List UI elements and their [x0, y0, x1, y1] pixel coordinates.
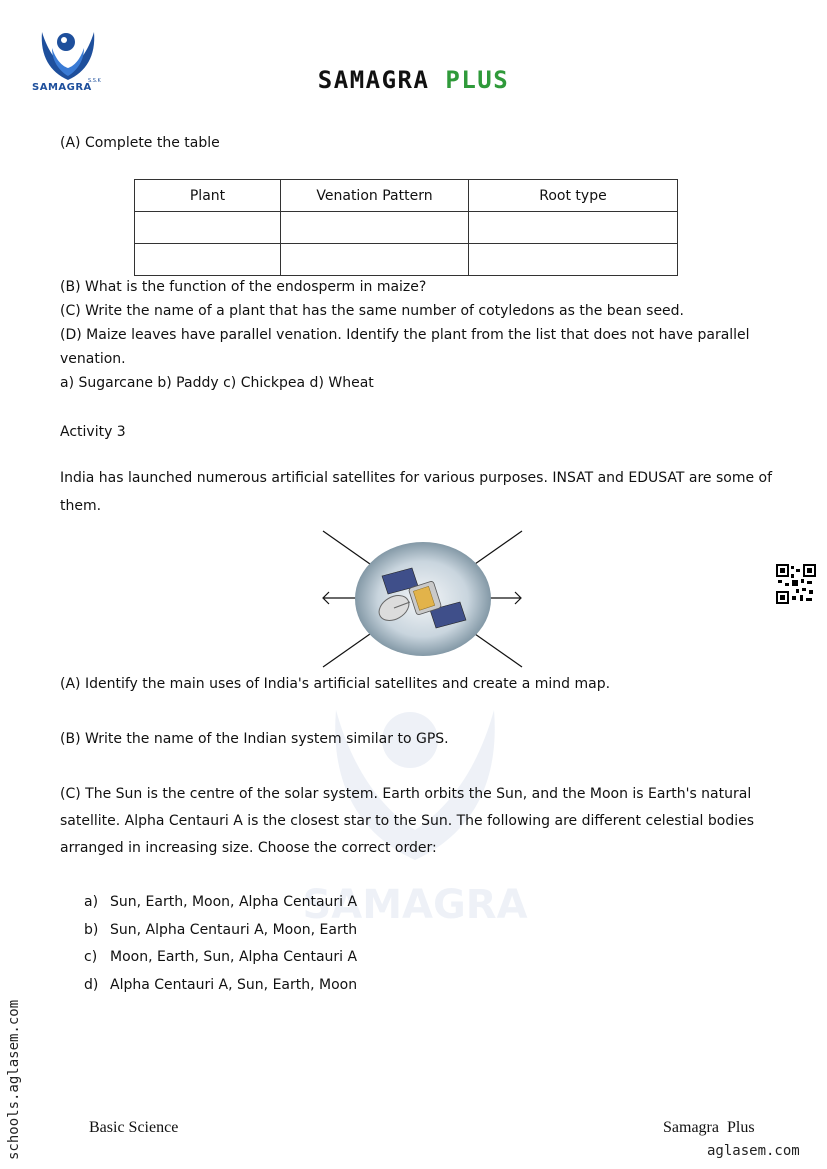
- table-cell: [135, 212, 281, 244]
- side-url: schools.aglasem.com: [6, 999, 22, 1160]
- option-d: [84, 975, 357, 995]
- option-letter: b): [84, 922, 99, 938]
- activity-3-question-b: (B) Write the name of the Indian system similar to GPS.: [60, 731, 449, 747]
- satellite-mind-map: [320, 528, 526, 670]
- option-a: [84, 892, 357, 912]
- brand-part-1: SAMAGRA: [317, 66, 430, 94]
- option-c: [84, 947, 357, 967]
- table-row: [135, 244, 678, 276]
- header-plant: Plant: [135, 180, 281, 212]
- question-c-cotyledons: (C) Write the name of a plant that has the same number of cotyledons as the bean seed.: [60, 303, 685, 319]
- table-cell: [135, 244, 281, 276]
- option-text: Moon, Earth, Sun, Alpha Centauri A: [110, 949, 358, 965]
- table-row: [135, 212, 678, 244]
- activity-3-question-c-line-1: (C) The Sun is the centre of the solar system. Earth orbits the Sun, and the Moon is Earth's natural: [60, 786, 752, 802]
- activity-3-title: Activity 3: [60, 424, 126, 440]
- logo-text: SAMAGRA: [32, 82, 92, 93]
- svg-text:SAMAGRA: SAMAGRA: [302, 882, 528, 928]
- activity-3-question-c-line-3: arranged in increasing size. Choose the correct order:: [60, 840, 437, 856]
- option-letter: a): [84, 894, 99, 910]
- option-letter: c): [84, 949, 98, 965]
- footer-subject: Basic Science: [89, 1119, 179, 1136]
- activity-3-intro-line-1: India has launched numerous artificial satellites for various purposes. INSAT and EDUSAT are some of: [60, 470, 773, 486]
- table-header-row: [135, 180, 678, 212]
- activity-3-question-a: (A) Identify the main uses of India's artificial satellites and create a mind map.: [60, 676, 611, 692]
- option-b: [84, 920, 357, 940]
- footer-brand: Samagra Plus: [663, 1119, 755, 1136]
- page-brand-title: [0, 66, 827, 94]
- activity-3-intro-line-2: them.: [60, 498, 102, 514]
- question-a-complete-table: (A) Complete the table: [60, 135, 220, 151]
- header-venation-pattern: Venation Pattern: [281, 180, 469, 212]
- option-text: Sun, Alpha Centauri A, Moon, Earth: [110, 922, 358, 938]
- option-text: Alpha Centauri A, Sun, Earth, Moon: [110, 977, 358, 993]
- table-cell: [281, 244, 469, 276]
- option-text: Sun, Earth, Moon, Alpha Centauri A: [110, 894, 358, 910]
- question-d-line-2: venation.: [60, 351, 126, 367]
- logo-subtext: S.S.K: [88, 78, 101, 84]
- qr-code-icon: [776, 564, 816, 604]
- table-cell: [281, 212, 469, 244]
- plant-table: [134, 179, 678, 276]
- option-letter: d): [84, 977, 99, 993]
- table-cell: [469, 212, 678, 244]
- table-cell: [469, 244, 678, 276]
- activity-3-question-c-line-2: satellite. Alpha Centauri A is the closest star to the Sun. The following are different celestial bodies: [60, 813, 755, 829]
- footer-site: aglasem.com: [707, 1143, 800, 1159]
- question-b-endosperm: (B) What is the function of the endosperm in maize?: [60, 279, 427, 295]
- brand-part-2: PLUS: [445, 66, 510, 94]
- question-d-line-1: (D) Maize leaves have parallel venation. Identify the plant from the list that does not have parallel: [60, 327, 750, 343]
- question-d-options: a) Sugarcane b) Paddy c) Chickpea d) Wheat: [60, 375, 374, 391]
- header-root-type: Root type: [469, 180, 678, 212]
